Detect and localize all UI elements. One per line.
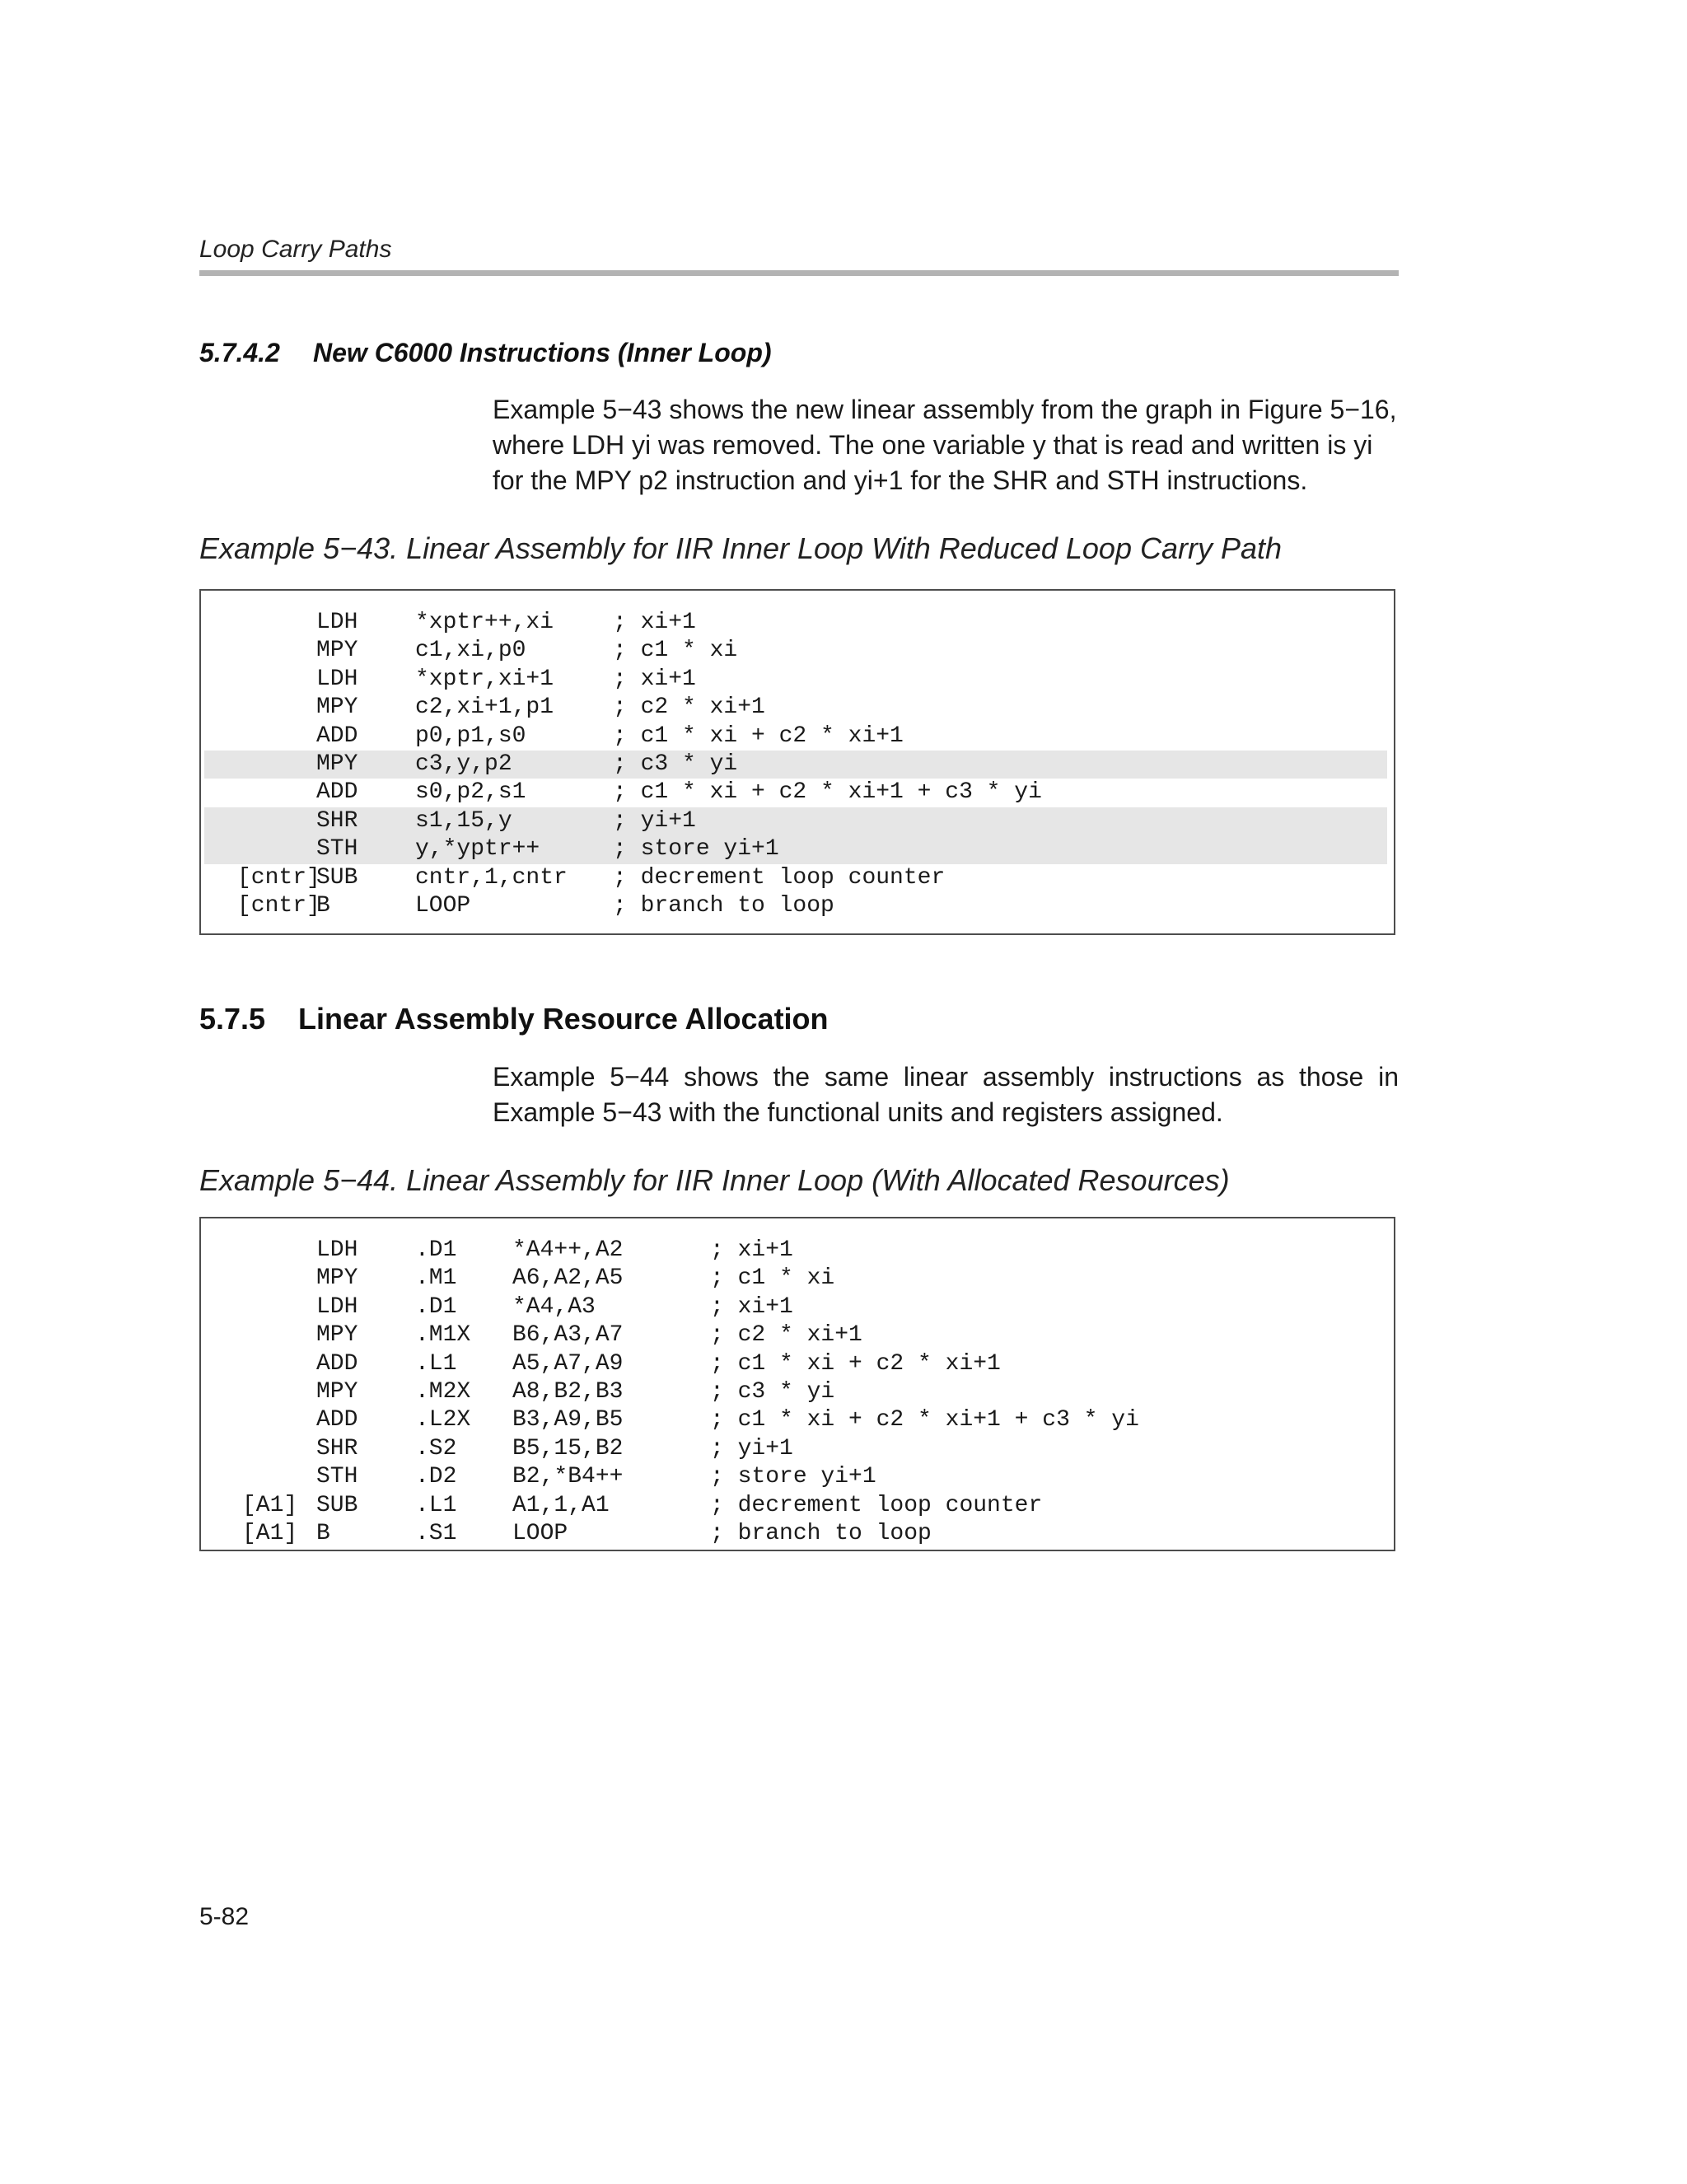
code-op: SUB bbox=[316, 864, 358, 891]
code-comment: ; c2 * xi+1 bbox=[613, 694, 765, 721]
code-op: ADD bbox=[316, 1350, 358, 1377]
code-comment: ; c1 * xi + c2 * xi+1 bbox=[710, 1350, 1001, 1377]
code-args: p0,p1,s0 bbox=[415, 723, 526, 749]
code-comment: ; c1 * xi + c2 * xi+1 + c3 * yi bbox=[710, 1407, 1139, 1433]
code-unit: .D2 bbox=[415, 1464, 457, 1490]
code-line bbox=[204, 835, 1387, 863]
code-args: c2,xi+1,p1 bbox=[415, 694, 554, 721]
code-op: ADD bbox=[316, 779, 358, 806]
code-comment: ; branch to loop bbox=[613, 892, 834, 919]
code-args: cntr,1,cntr bbox=[415, 864, 568, 891]
header-rule bbox=[199, 270, 1399, 276]
code-op: B bbox=[316, 892, 330, 919]
code-comment: ; store yi+1 bbox=[710, 1464, 876, 1490]
code-op: LDH bbox=[316, 666, 358, 692]
code-comment: ; c1 * xi + c2 * xi+1 + c3 * yi bbox=[613, 779, 1042, 806]
code-op: LDH bbox=[316, 1237, 358, 1263]
code-cond: [A1] bbox=[242, 1520, 298, 1546]
code-line bbox=[204, 1350, 1387, 1378]
example-5-44-code-listing bbox=[199, 1217, 1395, 1551]
code-args: B3,A9,B5 bbox=[512, 1407, 624, 1433]
code-cond: [cntr] bbox=[237, 864, 320, 891]
code-args: A5,A7,A9 bbox=[512, 1350, 624, 1377]
code-op: MPY bbox=[316, 694, 358, 721]
code-unit: .M2X bbox=[415, 1378, 471, 1405]
page-number: 5-82 bbox=[199, 1903, 250, 1930]
code-comment: ; c3 * yi bbox=[710, 1378, 835, 1405]
code-unit: .S1 bbox=[415, 1520, 457, 1546]
code-args: y,*yptr++ bbox=[415, 836, 540, 863]
code-unit: .S2 bbox=[415, 1435, 457, 1461]
code-unit: .D1 bbox=[415, 1293, 457, 1320]
paragraph-line: for the MPY p2 instruction and yi+1 for the SHR and STH instructions. bbox=[493, 465, 1308, 495]
code-op: MPY bbox=[316, 1378, 358, 1405]
code-comment: ; store yi+1 bbox=[613, 836, 779, 863]
code-op: LDH bbox=[316, 1293, 358, 1320]
example-5-44-caption: Example 5−44. Linear Assembly for IIR Inner Loop (With Allocated Resources) bbox=[199, 1163, 1230, 1197]
code-args: B6,A3,A7 bbox=[512, 1322, 624, 1349]
code-line bbox=[204, 1520, 1387, 1548]
code-line bbox=[204, 694, 1387, 722]
code-op: MPY bbox=[316, 1322, 358, 1349]
code-args: B5,15,B2 bbox=[512, 1435, 624, 1461]
code-comment: ; c2 * xi+1 bbox=[710, 1322, 862, 1349]
code-op: MPY bbox=[316, 638, 358, 664]
code-line bbox=[204, 1237, 1387, 1265]
code-args: A8,B2,B3 bbox=[512, 1378, 624, 1405]
code-cond: [A1] bbox=[242, 1492, 298, 1518]
code-args: *A4++,A2 bbox=[512, 1237, 624, 1263]
code-line bbox=[204, 1463, 1387, 1491]
section-heading-5-7-5 bbox=[199, 1002, 829, 1036]
section-number: 5.7.4.2 bbox=[199, 338, 280, 367]
code-comment: ; c1 * xi bbox=[613, 638, 738, 664]
code-line bbox=[204, 1406, 1387, 1434]
code-args: c1,xi,p0 bbox=[415, 638, 526, 664]
code-line bbox=[204, 1492, 1387, 1520]
code-op: SUB bbox=[316, 1492, 358, 1518]
code-args: s1,15,y bbox=[415, 807, 512, 834]
code-unit: .D1 bbox=[415, 1237, 457, 1263]
section-title: Linear Assembly Resource Allocation bbox=[298, 1002, 829, 1036]
code-op: MPY bbox=[316, 751, 358, 777]
intro-paragraph bbox=[493, 392, 1399, 498]
code-op: STH bbox=[316, 1464, 358, 1490]
code-line bbox=[204, 751, 1387, 779]
example-5-43-code-listing bbox=[199, 589, 1395, 935]
code-line bbox=[204, 779, 1387, 807]
code-comment: ; xi+1 bbox=[710, 1293, 793, 1320]
code-args: A6,A2,A5 bbox=[512, 1265, 624, 1292]
resource-paragraph bbox=[493, 1059, 1399, 1130]
section-heading-5-7-4-2 bbox=[199, 338, 772, 368]
code-comment: ; yi+1 bbox=[710, 1435, 793, 1461]
code-comment: ; yi+1 bbox=[613, 807, 696, 834]
section-number: 5.7.5 bbox=[199, 1002, 266, 1036]
code-comment: ; decrement loop counter bbox=[710, 1492, 1043, 1518]
paragraph-line: Example 5−43 with the functional units and registers assigned. bbox=[493, 1097, 1223, 1127]
code-comment: ; decrement loop counter bbox=[613, 864, 946, 891]
code-op: SHR bbox=[316, 807, 358, 834]
code-args: *xptr,xi+1 bbox=[415, 666, 554, 692]
code-line bbox=[204, 1378, 1387, 1406]
code-line bbox=[204, 864, 1387, 892]
code-args: s0,p2,s1 bbox=[415, 779, 526, 806]
code-args: B2,*B4++ bbox=[512, 1464, 624, 1490]
code-comment: ; c3 * yi bbox=[613, 751, 738, 777]
section-title: New C6000 Instructions (Inner Loop) bbox=[313, 338, 772, 367]
code-op: STH bbox=[316, 836, 358, 863]
code-args: A1,1,A1 bbox=[512, 1492, 610, 1518]
example-5-43-caption: Example 5−43. Linear Assembly for IIR Inner Loop With Reduced Loop Carry Path bbox=[199, 531, 1283, 565]
code-line bbox=[204, 892, 1387, 920]
code-comment: ; xi+1 bbox=[710, 1237, 793, 1263]
paragraph-line: Example 5−43 shows the new linear assembly from the graph in Figure 5−16, bbox=[493, 395, 1397, 424]
code-line bbox=[204, 723, 1387, 751]
code-op: ADD bbox=[316, 723, 358, 749]
code-line bbox=[204, 807, 1387, 835]
code-op: B bbox=[316, 1520, 330, 1546]
code-unit: .M1 bbox=[415, 1265, 457, 1292]
code-unit: .M1X bbox=[415, 1322, 471, 1349]
code-line bbox=[204, 609, 1387, 637]
code-args: LOOP bbox=[415, 892, 471, 919]
code-comment: ; xi+1 bbox=[613, 610, 696, 635]
code-comment: ; c1 * xi + c2 * xi+1 bbox=[613, 723, 904, 749]
code-unit: .L2X bbox=[415, 1407, 471, 1433]
code-unit: .L1 bbox=[415, 1350, 457, 1377]
code-line bbox=[204, 1293, 1387, 1321]
code-line bbox=[204, 1321, 1387, 1349]
code-comment: ; xi+1 bbox=[613, 666, 696, 692]
code-unit: .L1 bbox=[415, 1492, 457, 1518]
code-args: LOOP bbox=[512, 1520, 568, 1546]
code-op: MPY bbox=[316, 1265, 358, 1292]
code-args: c3,y,p2 bbox=[415, 751, 512, 777]
code-args: *A4,A3 bbox=[512, 1293, 596, 1320]
code-comment: ; branch to loop bbox=[710, 1520, 932, 1546]
code-op: LDH bbox=[316, 610, 358, 635]
paragraph-line: where LDH yi was removed. The one variable y that is read and written is yi bbox=[493, 430, 1373, 460]
code-line bbox=[204, 1265, 1387, 1293]
code-line bbox=[204, 637, 1387, 665]
code-op: SHR bbox=[316, 1435, 358, 1461]
code-args: *xptr++,xi bbox=[415, 610, 554, 635]
code-line bbox=[204, 666, 1387, 694]
running-head: Loop Carry Paths bbox=[199, 236, 392, 263]
paragraph-line: Example 5−44 shows the same linear assembly instructions as those in bbox=[493, 1062, 1399, 1092]
code-comment: ; c1 * xi bbox=[710, 1265, 835, 1292]
code-op: ADD bbox=[316, 1407, 358, 1433]
code-cond: [cntr] bbox=[237, 892, 320, 919]
code-line bbox=[204, 1435, 1387, 1463]
